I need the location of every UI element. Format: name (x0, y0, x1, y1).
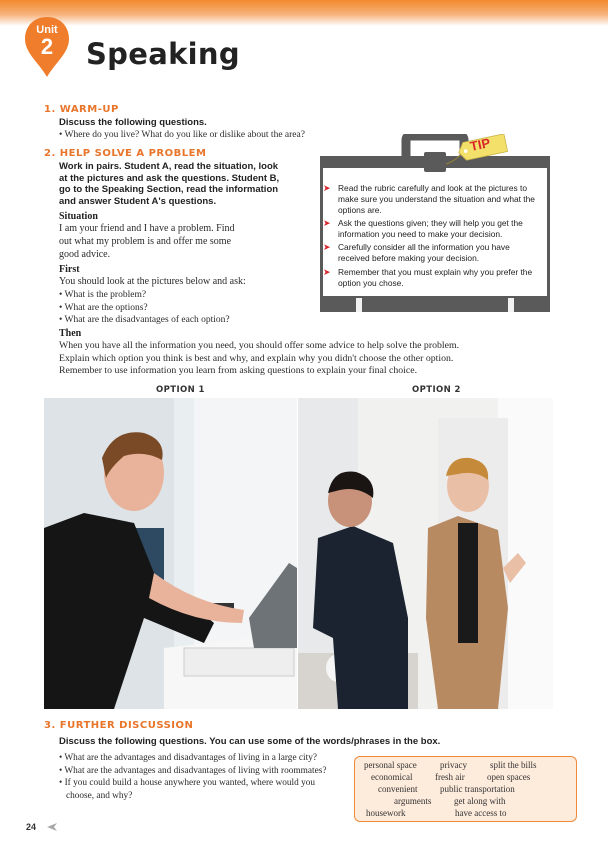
word-item: arguments (394, 796, 432, 806)
situation-label: Situation (59, 211, 98, 222)
warmup-heading: 1. WARM-UP (44, 104, 119, 115)
then-label: Then (59, 328, 82, 339)
first-label: First (59, 264, 80, 275)
further-question: choose, and why? (59, 790, 133, 801)
red-arrow-icon: ➤ (323, 242, 331, 252)
option2-label: OPTION 2 (412, 385, 461, 395)
further-question: • If you could build a house anywhere you wanted, where would you (59, 778, 316, 788)
then-line: Explain which option you think is best and why, and explain why you didn't choose the other option. (59, 352, 454, 364)
tip-item-line: Remember that you must explain why you prefer the (338, 267, 533, 277)
tip-item-line: option you chose. (338, 278, 404, 289)
situation-line: out what my problem is and offer me some (59, 236, 232, 247)
then-line: Remember to use information you learn from asking questions to explain your final choice. (59, 365, 418, 376)
problem-instruction-line: go to the Speaking Section, read the information (59, 184, 279, 195)
tip-item-line: options are. (338, 205, 382, 216)
tip-tag-label: TIP (468, 135, 492, 154)
tip-item-line: make sure you understand the situation and what the (338, 194, 535, 205)
problem-heading: 2. HELP SOLVE A PROBLEM (44, 148, 207, 159)
word-item: get along with (454, 796, 506, 806)
word-item: convenient (378, 784, 418, 794)
word-item: open spaces (487, 772, 531, 782)
further-question: • What are the advantages and disadvantages of living with roommates? (59, 765, 327, 776)
first-bullet: • What are the options? (59, 302, 148, 313)
top-banner (0, 0, 608, 26)
word-item: fresh air (435, 772, 465, 782)
red-arrow-icon: ➤ (323, 183, 331, 193)
situation-line: I am your friend and I have a problem. Find (59, 223, 235, 234)
tip-item-line: Read the rubric carefully and look at the pictures to (338, 183, 528, 193)
option1-label: OPTION 1 (156, 385, 205, 395)
tip-item-line: Ask the questions given; they will help you get the (338, 218, 523, 228)
word-item: public transportation (440, 784, 515, 794)
warmup-instruction: Discuss the following questions. (59, 117, 207, 128)
word-item: housework (366, 808, 406, 818)
word-item: personal space (364, 760, 417, 770)
red-arrow-icon: ➤ (323, 267, 331, 277)
word-item: economical (371, 772, 413, 782)
problem-instruction-line: at the pictures and ask the questions. Student B, (59, 172, 280, 184)
word-item: privacy (440, 760, 467, 770)
page-arrow-icon (44, 822, 58, 832)
red-arrow-icon: ➤ (323, 218, 331, 228)
page-number: 24 (26, 822, 37, 832)
tip-item-line: information you need to make your decision. (338, 229, 503, 240)
option1-photo (44, 398, 297, 709)
tip-item-line: Carefully consider all the information you have (338, 242, 510, 252)
further-instruction: Discuss the following questions. You can use some of the words/phrases in the box. (59, 736, 441, 747)
page-title: Speaking (86, 37, 240, 71)
warmup-question: • Where do you live? What do you like or dislike about the area? (59, 130, 305, 140)
unit-label: Unit (36, 24, 58, 36)
further-heading: 3. FURTHER DISCUSSION (44, 720, 194, 731)
word-item: have access to (455, 808, 507, 818)
word-item: split the bills (490, 760, 537, 770)
tip-item-line: received before making your decision. (338, 253, 480, 264)
first-text: You should look at the pictures below and ask: (59, 276, 246, 287)
problem-instruction-line: Work in pairs. Student A, read the situation, look (59, 161, 279, 172)
option2-photo (298, 398, 553, 709)
then-line: When you have all the information you need, you should offer some advice to help solve the problem. (59, 340, 460, 351)
first-bullet: • What is the problem? (59, 290, 147, 300)
first-bullet: • What are the disadvantages of each option? (59, 315, 230, 325)
situation-line: good advice. (59, 249, 111, 260)
further-question: • What are the advantages and disadvantages of living in a large city? (59, 753, 317, 763)
unit-number: 2 (40, 34, 54, 59)
problem-instruction-line: and answer Student A's questions. (59, 195, 217, 207)
